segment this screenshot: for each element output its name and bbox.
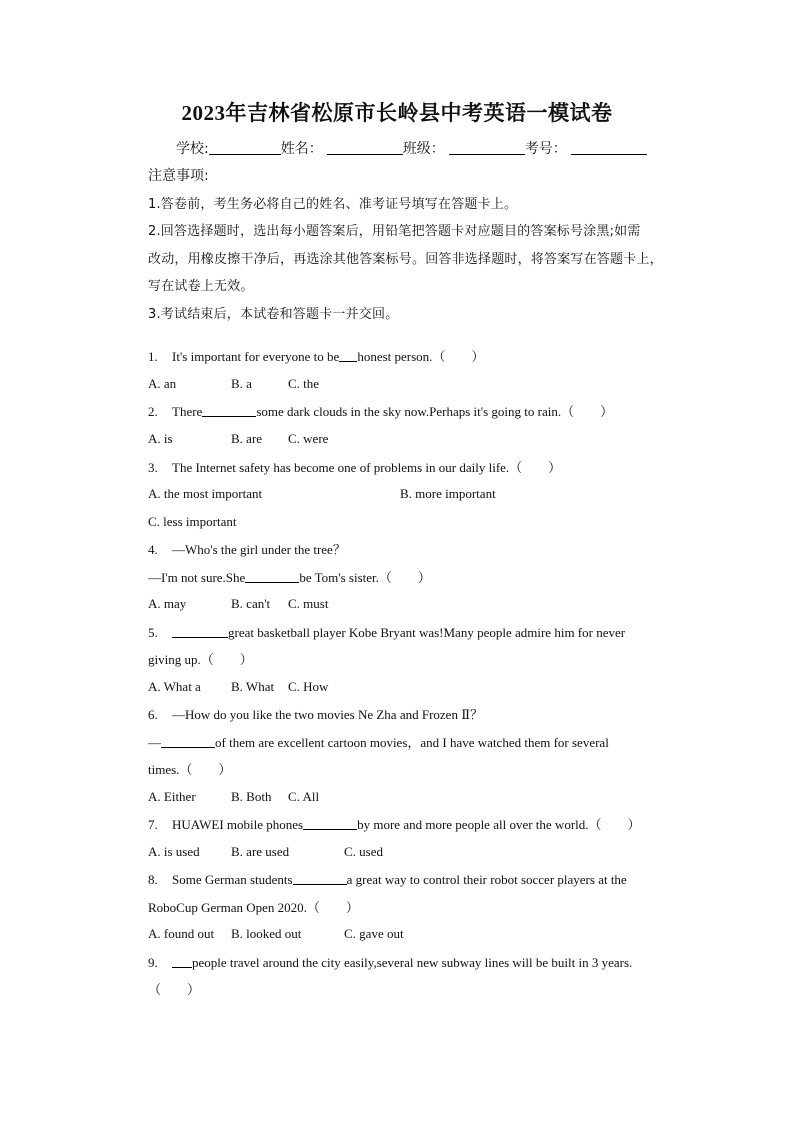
q6-option-a[interactable]: A. Either [148, 789, 196, 804]
question-7 [148, 816, 641, 834]
question-9-line-2: （ ） [148, 982, 201, 997]
q8-option-a[interactable]: A. found out [148, 926, 215, 941]
question-text: people travel around the city easily,several new subway lines will be built in 3 years. [192, 955, 633, 970]
question-5-line-2: giving up.（ ） [148, 652, 253, 667]
answer-blank[interactable] [245, 570, 299, 583]
question-text: There [172, 404, 203, 419]
q3-option-c[interactable]: C. less important [148, 514, 237, 529]
q2-option-c[interactable]: C. were [288, 431, 329, 446]
q1-option-a[interactable]: A. an [148, 376, 177, 391]
class-label: 班级： [402, 141, 445, 157]
question-text: some dark clouds in the sky now.Perhaps it's going to rain.（ ） [256, 404, 614, 419]
q5-option-c[interactable]: C. How [288, 679, 329, 694]
question-1 [148, 348, 484, 366]
notice-item-1: 1.答卷前，考生务必将自己的姓名、准考证号填写在答题卡上。 [148, 197, 518, 212]
question-text: It's important for everyone to be [172, 349, 340, 364]
question-number: 4. [148, 542, 158, 557]
q5-option-a[interactable]: A. What a [148, 679, 201, 694]
question-text: HUAWEI mobile phones [172, 817, 304, 832]
question-number: 2. [148, 404, 158, 419]
question-text: Some German students [172, 872, 293, 887]
question-text: —How do you like the two movies Ne Zha and Frozen Ⅱ？ [172, 707, 484, 722]
answer-blank[interactable] [172, 955, 192, 968]
q8-option-c[interactable]: C. gave out [344, 926, 404, 941]
q5-option-b[interactable]: B. What [231, 679, 275, 694]
notice-item-3: 3.考试结束后，本试卷和答题卡一并交回。 [148, 307, 399, 322]
notice-item-2-line-3: 写在试卷上无效。 [148, 279, 254, 294]
class-field[interactable] [449, 140, 525, 155]
q6-option-c[interactable]: C. All [288, 789, 320, 804]
answer-blank[interactable] [161, 735, 215, 748]
question-number: 5. [148, 625, 158, 640]
question-text: great basketball player Kobe Bryant was!Many people admire him for never [228, 625, 626, 640]
q3-option-a[interactable]: A. the most important [148, 486, 263, 501]
question-8-line-2: RoboCup German Open 2020.（ ） [148, 900, 359, 915]
question-4 [148, 541, 346, 559]
question-8 [148, 871, 627, 889]
q7-option-c[interactable]: C. used [344, 844, 383, 859]
question-9 [148, 954, 632, 972]
answer-blank[interactable] [339, 349, 357, 362]
q8-option-b[interactable]: B. looked out [231, 926, 302, 941]
notice-item-2-line-1: 2.回答选择题时，选出每小题答案后，用铅笔把答题卡对应题目的答案标号涂黑;如需 [148, 224, 641, 239]
question-number: 1. [148, 349, 158, 364]
name-field[interactable] [327, 140, 403, 155]
question-text: —Who's the girl under the tree？ [172, 542, 346, 557]
school-field[interactable] [209, 140, 281, 155]
question-6-line-3: times.（ ） [148, 762, 232, 777]
name-label: 姓名： [280, 141, 323, 157]
q7-option-a[interactable]: A. is used [148, 844, 200, 859]
q2-option-a[interactable]: A. is [148, 431, 173, 446]
page-title: 2023年吉林省松原市长岭县中考英语一模试卷 [181, 101, 613, 125]
question-text: — [148, 735, 161, 750]
question-number: 9. [148, 955, 158, 970]
answer-blank[interactable] [202, 404, 256, 417]
question-4-line-2 [148, 569, 431, 587]
answer-blank[interactable] [303, 817, 357, 830]
question-text: be Tom's sister.（ ） [299, 570, 431, 585]
school-label: 学校: [176, 141, 209, 157]
question-6 [148, 706, 483, 724]
q6-option-b[interactable]: B. Both [231, 789, 272, 804]
q2-option-b[interactable]: B. are [231, 431, 263, 446]
notice-item-2-line-2: 改动，用橡皮擦干净后，再选涂其他答案标号。回答非选择题时，将答案写在答题卡上， [148, 252, 663, 267]
answer-blank[interactable] [293, 872, 347, 885]
question-6-line-2 [148, 734, 609, 752]
question-number: 6. [148, 707, 158, 722]
q3-option-b[interactable]: B. more important [400, 486, 496, 501]
q1-option-c[interactable]: C. the [288, 376, 320, 391]
q1-option-b[interactable]: B. a [231, 376, 252, 391]
question-number: 3. [148, 460, 158, 475]
question-3 [148, 459, 561, 477]
exam-no-label: 考号： [524, 141, 567, 157]
question-text: by more and more people all over the world.（ ） [357, 817, 641, 832]
question-text: a great way to control their robot soccer players at the [346, 872, 627, 887]
q7-option-b[interactable]: B. are used [231, 844, 290, 859]
student-info-line [176, 138, 647, 158]
question-text: —I'm not sure.She [148, 570, 246, 585]
question-5 [148, 624, 625, 642]
notice-heading: 注意事项: [148, 168, 209, 184]
question-text: The Internet safety has become one of problems in our daily life.（ ） [172, 460, 562, 475]
question-2 [148, 403, 613, 421]
question-text: of them are excellent cartoon movies，and I have watched them for several [215, 735, 609, 750]
question-number: 7. [148, 817, 158, 832]
q4-option-c[interactable]: C. must [288, 596, 329, 611]
exam-no-field[interactable] [571, 140, 647, 155]
q4-option-b[interactable]: B. can't [231, 596, 271, 611]
question-text: honest person.（ ） [357, 349, 485, 364]
answer-blank[interactable] [172, 625, 228, 638]
q4-option-a[interactable]: A. may [148, 596, 187, 611]
question-number: 8. [148, 872, 158, 887]
